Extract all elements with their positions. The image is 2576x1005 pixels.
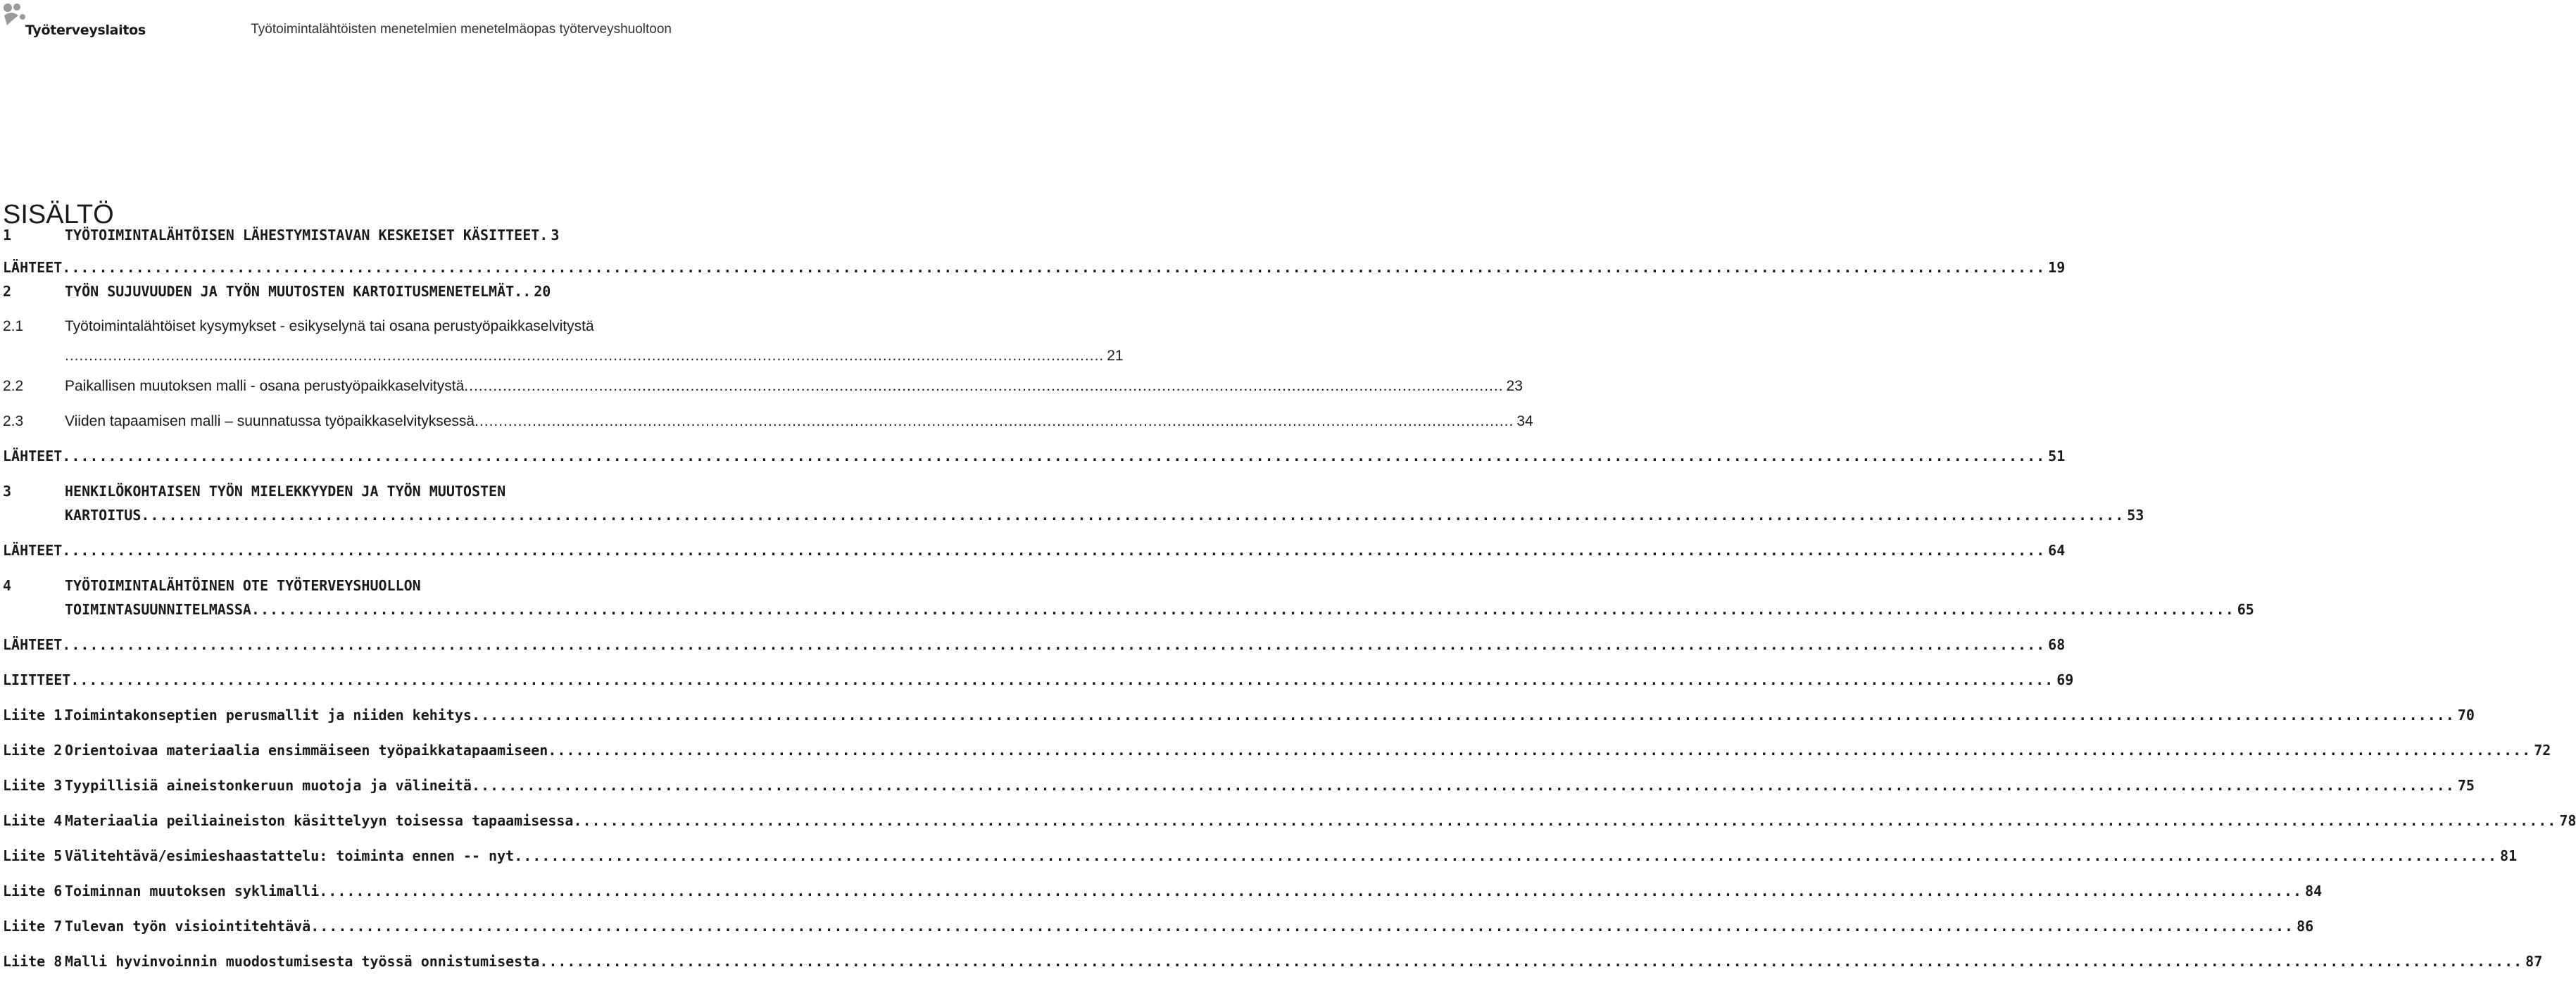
toc-entry-2-2[interactable] [3, 377, 1523, 396]
toc-entry-text: HENKILÖKOHTAISEN TYÖN MIELEKKYYDEN JA TYÖN MUUTOSTEN [65, 483, 506, 500]
toc-entry-number: 2 [3, 283, 12, 300]
leader-dots [514, 846, 2497, 866]
leader-dots [65, 346, 1104, 366]
toc-entry-number: Liite 5 [3, 847, 63, 864]
toc-entry-text: LÄHTEET [3, 259, 63, 276]
toc-entry-text: Orientoivaa materiaalia ensimmäiseen työpaikkatapaamiseen [65, 742, 548, 759]
toc-entry-number: Liite 3 [3, 777, 63, 794]
toc-entry-text: LIITTEET [3, 671, 71, 688]
toc-entry-number: Liite 8 [3, 953, 63, 970]
toc-entry-number: 2.2 [3, 378, 24, 394]
toc-entry-number: Liite 6 [3, 883, 63, 899]
leader-dots [475, 412, 1514, 431]
toc-entry-number: 2.1 [3, 318, 24, 334]
toc-entry-page: 3 [551, 227, 560, 244]
toc-entry-number: Liite 4 [3, 812, 63, 829]
toc-entry-2-1[interactable] [3, 317, 673, 336]
toc-entry-page: 20 [534, 283, 551, 300]
toc-entry-page: 64 [2048, 542, 2066, 559]
toc-entry-2[interactable] [3, 282, 673, 301]
toc-entry-liitteet[interactable] [3, 670, 2074, 690]
toc-entry-number: Liite 2 [3, 742, 63, 759]
toc-entry-page: 81 [2500, 847, 2518, 864]
toc-entry-page: 51 [2048, 448, 2066, 464]
toc-entry-page: 21 [1107, 348, 1124, 364]
leader-dots [539, 952, 2522, 971]
toc-entry-lahteet[interactable] [3, 258, 2066, 277]
toc-entry-text: LÄHTEET [3, 636, 63, 653]
toc-entry-text: TYÖTOIMINTALÄHTÖINEN OTE TYÖTERVEYSHUOLLON [65, 577, 421, 594]
leader-dots [310, 916, 2294, 936]
toc-entry-page: 78 [2559, 812, 2576, 829]
toc-entry-text: KARTOITUS [65, 507, 142, 524]
leader-dots [70, 670, 2054, 690]
toc-entry-page: 34 [1516, 413, 1533, 429]
toc-entry-page: 72 [2534, 742, 2551, 759]
toc-entry-lahteet[interactable] [3, 446, 2066, 466]
toc-entry-page: 69 [2056, 671, 2074, 688]
toc-entry-text: Tyypillisiä aineistonkeruun muotoja ja välineitä [65, 777, 472, 794]
leader-dots [548, 740, 2531, 760]
toc-entry-number: 2.3 [3, 413, 24, 429]
toc-entry-number: 4 [3, 577, 12, 594]
toc-entry-page: 68 [2048, 636, 2066, 653]
toc-entry-liite-2[interactable] [3, 740, 2551, 760]
toc-entry-number: 1 [3, 227, 12, 244]
document-title: Työtoimintalähtöisten menetelmien menetelmäopas työterveyshuoltoon [251, 22, 672, 37]
leader-dots [141, 505, 2124, 525]
toc-entry-text: TYÖN SUJUVUUDEN JA TYÖN MUUTOSTEN KARTOITUSMENETELMÄT.. [65, 283, 532, 300]
leader-dots [251, 600, 2235, 619]
toc-entry-text: Viiden tapaamisen malli – suunnatussa työpaikkaselvityksessä [65, 413, 475, 429]
toc-entry-text: LÄHTEET [3, 448, 63, 464]
leader-dots [472, 705, 2455, 725]
toc-entry-lahteet[interactable] [3, 541, 2066, 560]
toc-entry-4[interactable] [3, 576, 673, 595]
toc-entry-text: LÄHTEET [3, 542, 63, 559]
toc-entry-2-1-leader[interactable] [65, 346, 1124, 366]
toc-entry-page: 65 [2237, 601, 2254, 618]
toc-entry-liite-1[interactable] [3, 705, 2475, 725]
toc-entry-page: 84 [2305, 883, 2323, 899]
leader-dots [62, 635, 2045, 655]
toc-entry-liite-8[interactable] [3, 952, 2543, 971]
leader-dots [573, 811, 2556, 830]
toc-entry-page: 86 [2297, 918, 2314, 935]
toc-entry-page: 53 [2127, 507, 2144, 524]
toc-entry-text: TOIMINTASUUNNITELMASSA [65, 601, 251, 618]
toc-entry-liite-3[interactable] [3, 776, 2475, 795]
toc-entry-page: 87 [2525, 953, 2543, 970]
toc-entry-text: Välitehtävä/esimieshaastattelu: toiminta ennen -- nyt [65, 847, 515, 864]
toc-entry-liite-4[interactable] [3, 811, 2576, 830]
leader-dots [472, 776, 2455, 795]
toc-entry-3-cont[interactable] [65, 505, 2144, 525]
toc-entry-number: 3 [3, 483, 12, 500]
logo [1, 1, 146, 39]
toc-entry-text: Työtoimintalähtöiset kysymykset - esikyselynä tai osana perustyöpaikkaselvitystä [65, 318, 594, 334]
logo-text: Työterveyslaitos [25, 23, 146, 38]
toc-entry-text: Tulevan työn visiointitehtävä [65, 918, 311, 935]
toc-entry-number: Liite 1. [3, 707, 71, 723]
toc-entry-liite-6[interactable] [3, 881, 2323, 901]
toc-entry-3[interactable] [3, 481, 673, 501]
toc-entry-text: Toiminnan muutoksen syklimalli [65, 883, 320, 899]
toc-entry-text: Toimintakonseptien perusmallit ja niiden kehitys [65, 707, 472, 723]
toc-entry-page: 23 [1506, 378, 1523, 394]
toc-entry-page: 70 [2457, 707, 2475, 723]
toc-entry-text: Paikallisen muutoksen malli - osana perustyöpaikkaselvitystä [65, 378, 465, 394]
leader-dots [62, 258, 2045, 277]
toc-entry-lahteet[interactable] [3, 635, 2066, 655]
toc-heading: SISÄLTÖ [3, 200, 114, 229]
toc-entry-text: TYÖTOIMINTALÄHTÖISEN LÄHESTYMISTAVAN KESKEISET KÄSITTEET. [65, 227, 548, 244]
toc-entry-4-cont[interactable] [65, 600, 2254, 619]
toc-entry-liite-5[interactable] [3, 846, 2518, 866]
toc-entry-page: 19 [2048, 259, 2066, 276]
toc-entry-2-3[interactable] [3, 412, 1533, 431]
toc-entry-text: Malli hyvinvoinnin muodostumisesta työssä onnistumisesta [65, 953, 540, 970]
toc-entry-liite-7[interactable] [3, 916, 2314, 936]
toc-entry-page: 75 [2457, 777, 2475, 794]
leader-dots [319, 881, 2302, 901]
leader-dots [464, 377, 1503, 396]
leader-dots [62, 541, 2045, 560]
toc-entry-1[interactable] [3, 225, 673, 245]
leader-dots [62, 446, 2045, 466]
toc-entry-text: Materiaalia peiliaineiston käsittelyyn toisessa tapaamisessa [65, 812, 574, 829]
toc-entry-number: Liite 7 [3, 918, 63, 935]
